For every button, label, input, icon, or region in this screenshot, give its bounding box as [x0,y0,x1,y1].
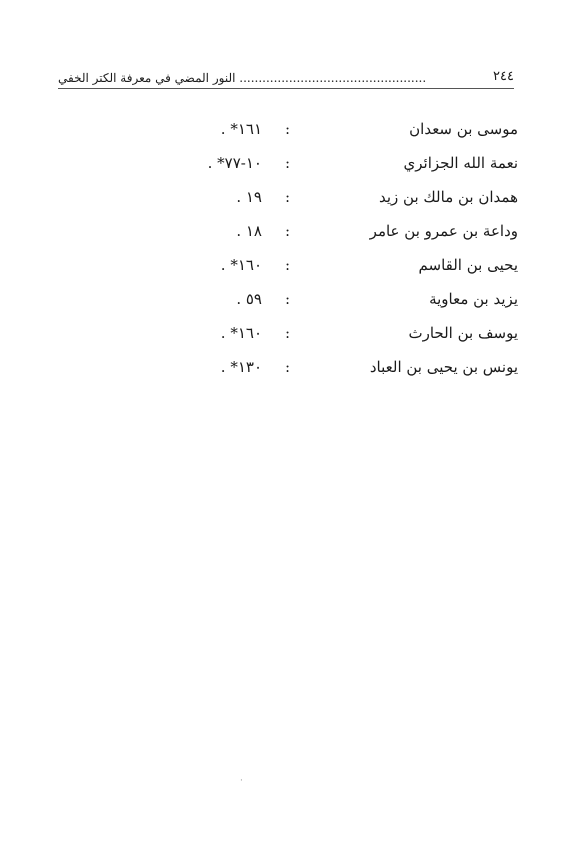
page-number: ٢٤٤ [493,69,514,84]
index-entry [0,114,588,148]
entry-separator: : [285,154,291,172]
entry-name: همدان بن مالك بن زيد [378,188,518,206]
index-entry [0,148,588,182]
entry-reference: ٥٩ . [236,290,262,308]
entry-reference: ١٦٠* . [220,324,262,342]
entry-reference: ١٨ . [236,222,262,240]
entry-separator: : [285,188,291,206]
entry-separator: : [285,222,291,240]
header-divider [58,88,514,89]
entry-name: وداعة بن عمرو بن عامر [369,222,518,240]
index-entry [0,318,588,352]
entry-reference: ١٠-٧٧* . [207,154,262,172]
entry-name: نعمة الله الجزائري [403,154,518,172]
running-header-title: النور المضي في معرفة الكتر الخفي ................................................. [58,71,427,85]
entry-name: يحيى بن القاسم [418,256,518,274]
entry-reference: ١٩ . [236,188,262,206]
index-entry [0,250,588,284]
running-header [58,68,514,90]
entry-separator: : [285,256,291,274]
entry-separator: : [285,324,291,342]
entry-name: موسى بن سعدان [409,120,518,138]
index-entries-list [0,114,588,386]
footer-mark: · [240,776,243,786]
index-entry [0,182,588,216]
entry-separator: : [285,358,291,376]
entry-separator: : [285,120,291,138]
entry-name: يوسف بن الحارث [408,324,518,342]
entry-name: يونس بن يحيى بن العباد [369,358,518,376]
entry-separator: : [285,290,291,308]
entry-reference: ١٦١* . [220,120,262,138]
index-entry [0,284,588,318]
index-entry [0,352,588,386]
entry-reference: ١٦٠* . [220,256,262,274]
index-entry [0,216,588,250]
entry-reference: ١٣٠* . [220,358,262,376]
entry-name: يزيد بن معاوية [429,290,518,308]
